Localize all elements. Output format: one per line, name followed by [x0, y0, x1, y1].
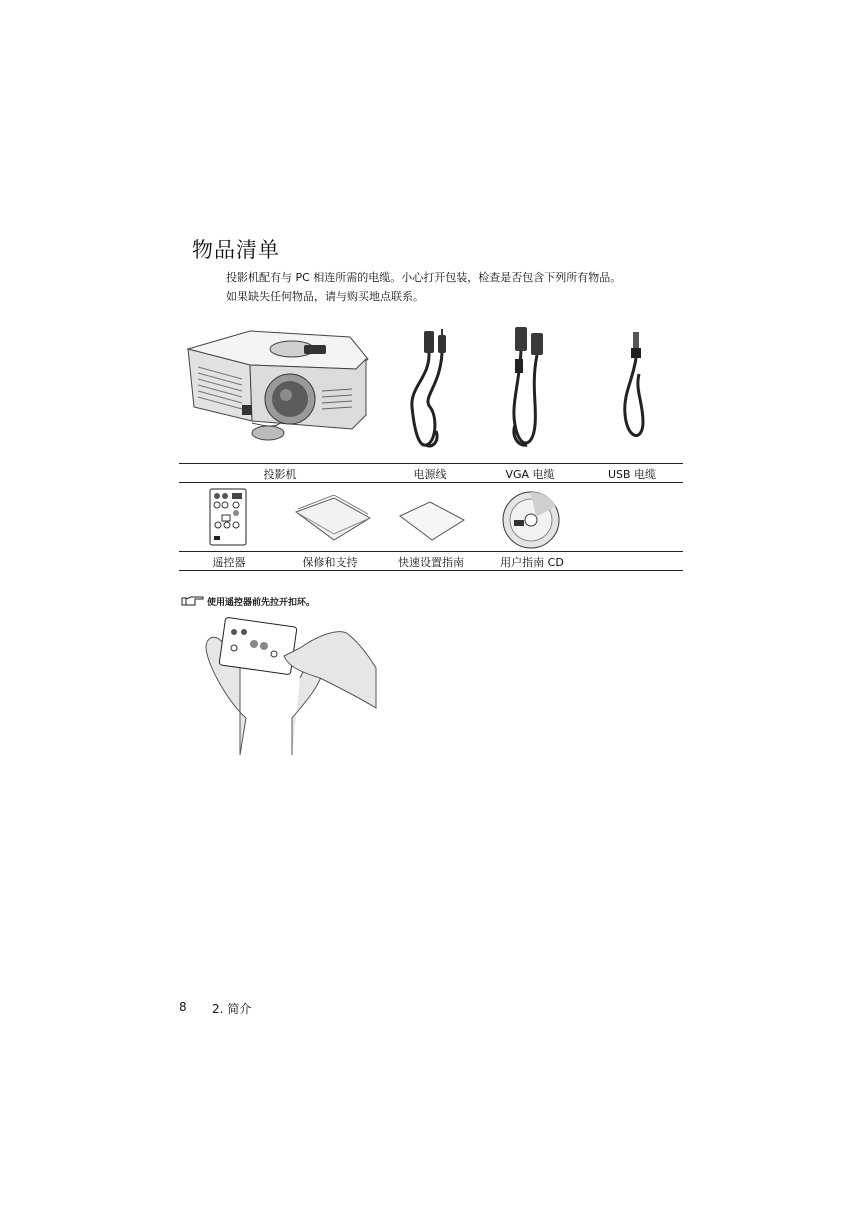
- caption-usb-cable: USB 电缆: [607, 468, 657, 481]
- remote-control-image: [208, 487, 248, 547]
- intro-line-2: 如果缺失任何物品，请与购买地点联系。: [226, 290, 424, 303]
- intro-line-1: 投影机配有与 PC 相连所需的电缆。小心打开包装，检查是否包含下列所有物品。: [226, 271, 622, 284]
- caption-warranty: 保修和支持: [302, 556, 358, 569]
- projector-image: [180, 325, 375, 450]
- caption-power-cord: 电源线: [413, 468, 447, 481]
- caption-vga-cable: VGA 电缆: [505, 468, 555, 481]
- usb-cable-image: [615, 330, 655, 448]
- user-cd-image: [500, 490, 562, 550]
- caption-remote: 遥控器: [212, 556, 246, 569]
- page-title: 物品清单: [192, 238, 280, 262]
- caption-quick-guide: 快速设置指南: [398, 556, 464, 569]
- row1-top-rule: [179, 463, 683, 464]
- row2-top-rule: [179, 551, 683, 552]
- hands-remote-image: [200, 608, 380, 758]
- caption-user-cd: 用户指南 CD: [500, 556, 564, 569]
- note-text: 使用遥控器前先拉开扣环。: [207, 598, 316, 608]
- power-cord-image: [400, 327, 455, 455]
- vga-cable-image: [505, 325, 553, 453]
- row2-bottom-rule: [179, 570, 683, 571]
- note-hand-icon: [181, 595, 205, 607]
- quick-guide-image: [398, 500, 466, 542]
- caption-projector: 投影机: [263, 468, 297, 481]
- page-number: 8: [179, 1000, 187, 1014]
- row1-bottom-rule: [179, 482, 683, 483]
- section-label: 2. 简介: [212, 1002, 252, 1016]
- warranty-booklet-image: [292, 494, 372, 542]
